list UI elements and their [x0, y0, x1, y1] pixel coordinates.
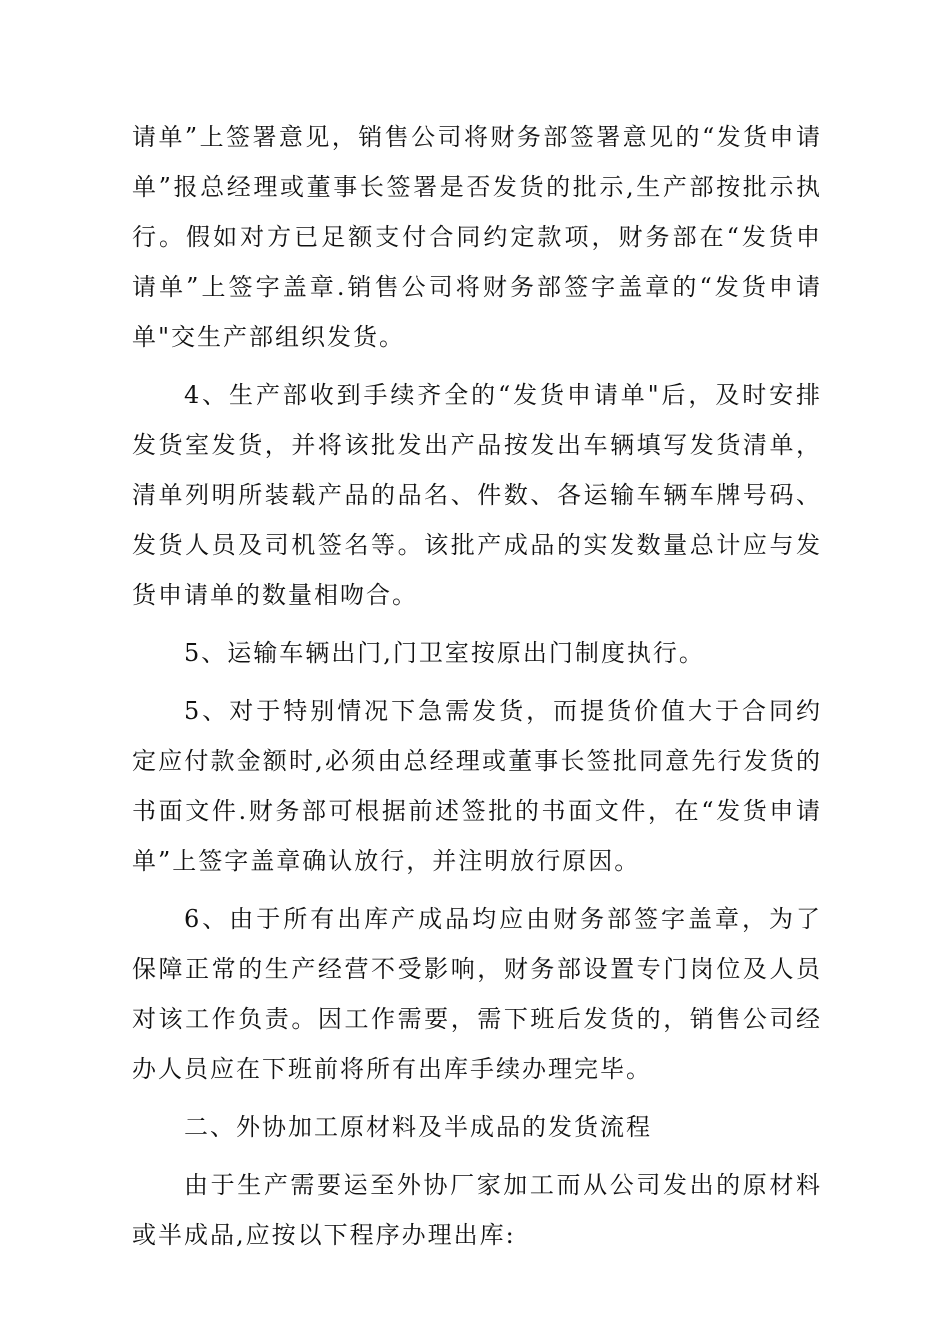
paragraph-continuation: 请单”上签署意见，销售公司将财务部签署意见的“发货申请单”报总经理或董事长签署是否发货的批示,生产部按批示执行。假如对方已足额支付合同约定款项，财务部在“发货申请单”上签字盖章.销售公司将财务部签字盖章的“发货申请单"交生产部组织发货。 [132, 123, 822, 351]
document-body [132, 112, 822, 1268]
paragraph-item-5-urgent: 5、对于特别情况下急需发货，而提货价值大于合同约定应付款金额时,必须由总经理或董事长签批同意先行发货的书面文件.财务部可根据前述签批的书面文件，在“发货申请单”上签字盖章确认放行，并注明放行原因。 [132, 697, 822, 875]
section-heading: 二、外协加工原材料及半成品的发货流程 [184, 1113, 652, 1141]
paragraph-item-4: 4、生产部收到手续齐全的“发货申请单"后，及时安排发货室发货，并将该批发出产品按发出车辆填写发货清单，清单列明所装载产品的品名、件数、各运输车辆车牌号码、发货人员及司机签名等。该批产成品的实发数量总计应与发货申请单的数量相吻合。 [132, 381, 822, 609]
paragraph-item-5-exit: 5、运输车辆出门,门卫室按原出门制度执行。 [184, 639, 705, 667]
paragraph-item-6: 6、由于所有出库产成品均应由财务部签字盖章，为了保障正常的生产经营不受影响，财务部设置专门岗位及人员对该工作负责。因工作需要，需下班后发货的，销售公司经办人员应在下班前将所有出库手续办理完毕。 [132, 905, 822, 1083]
paragraph-intro: 由于生产需要运至外协厂家加工而从公司发出的原材料或半成品,应按以下程序办理出库: [132, 1171, 822, 1249]
